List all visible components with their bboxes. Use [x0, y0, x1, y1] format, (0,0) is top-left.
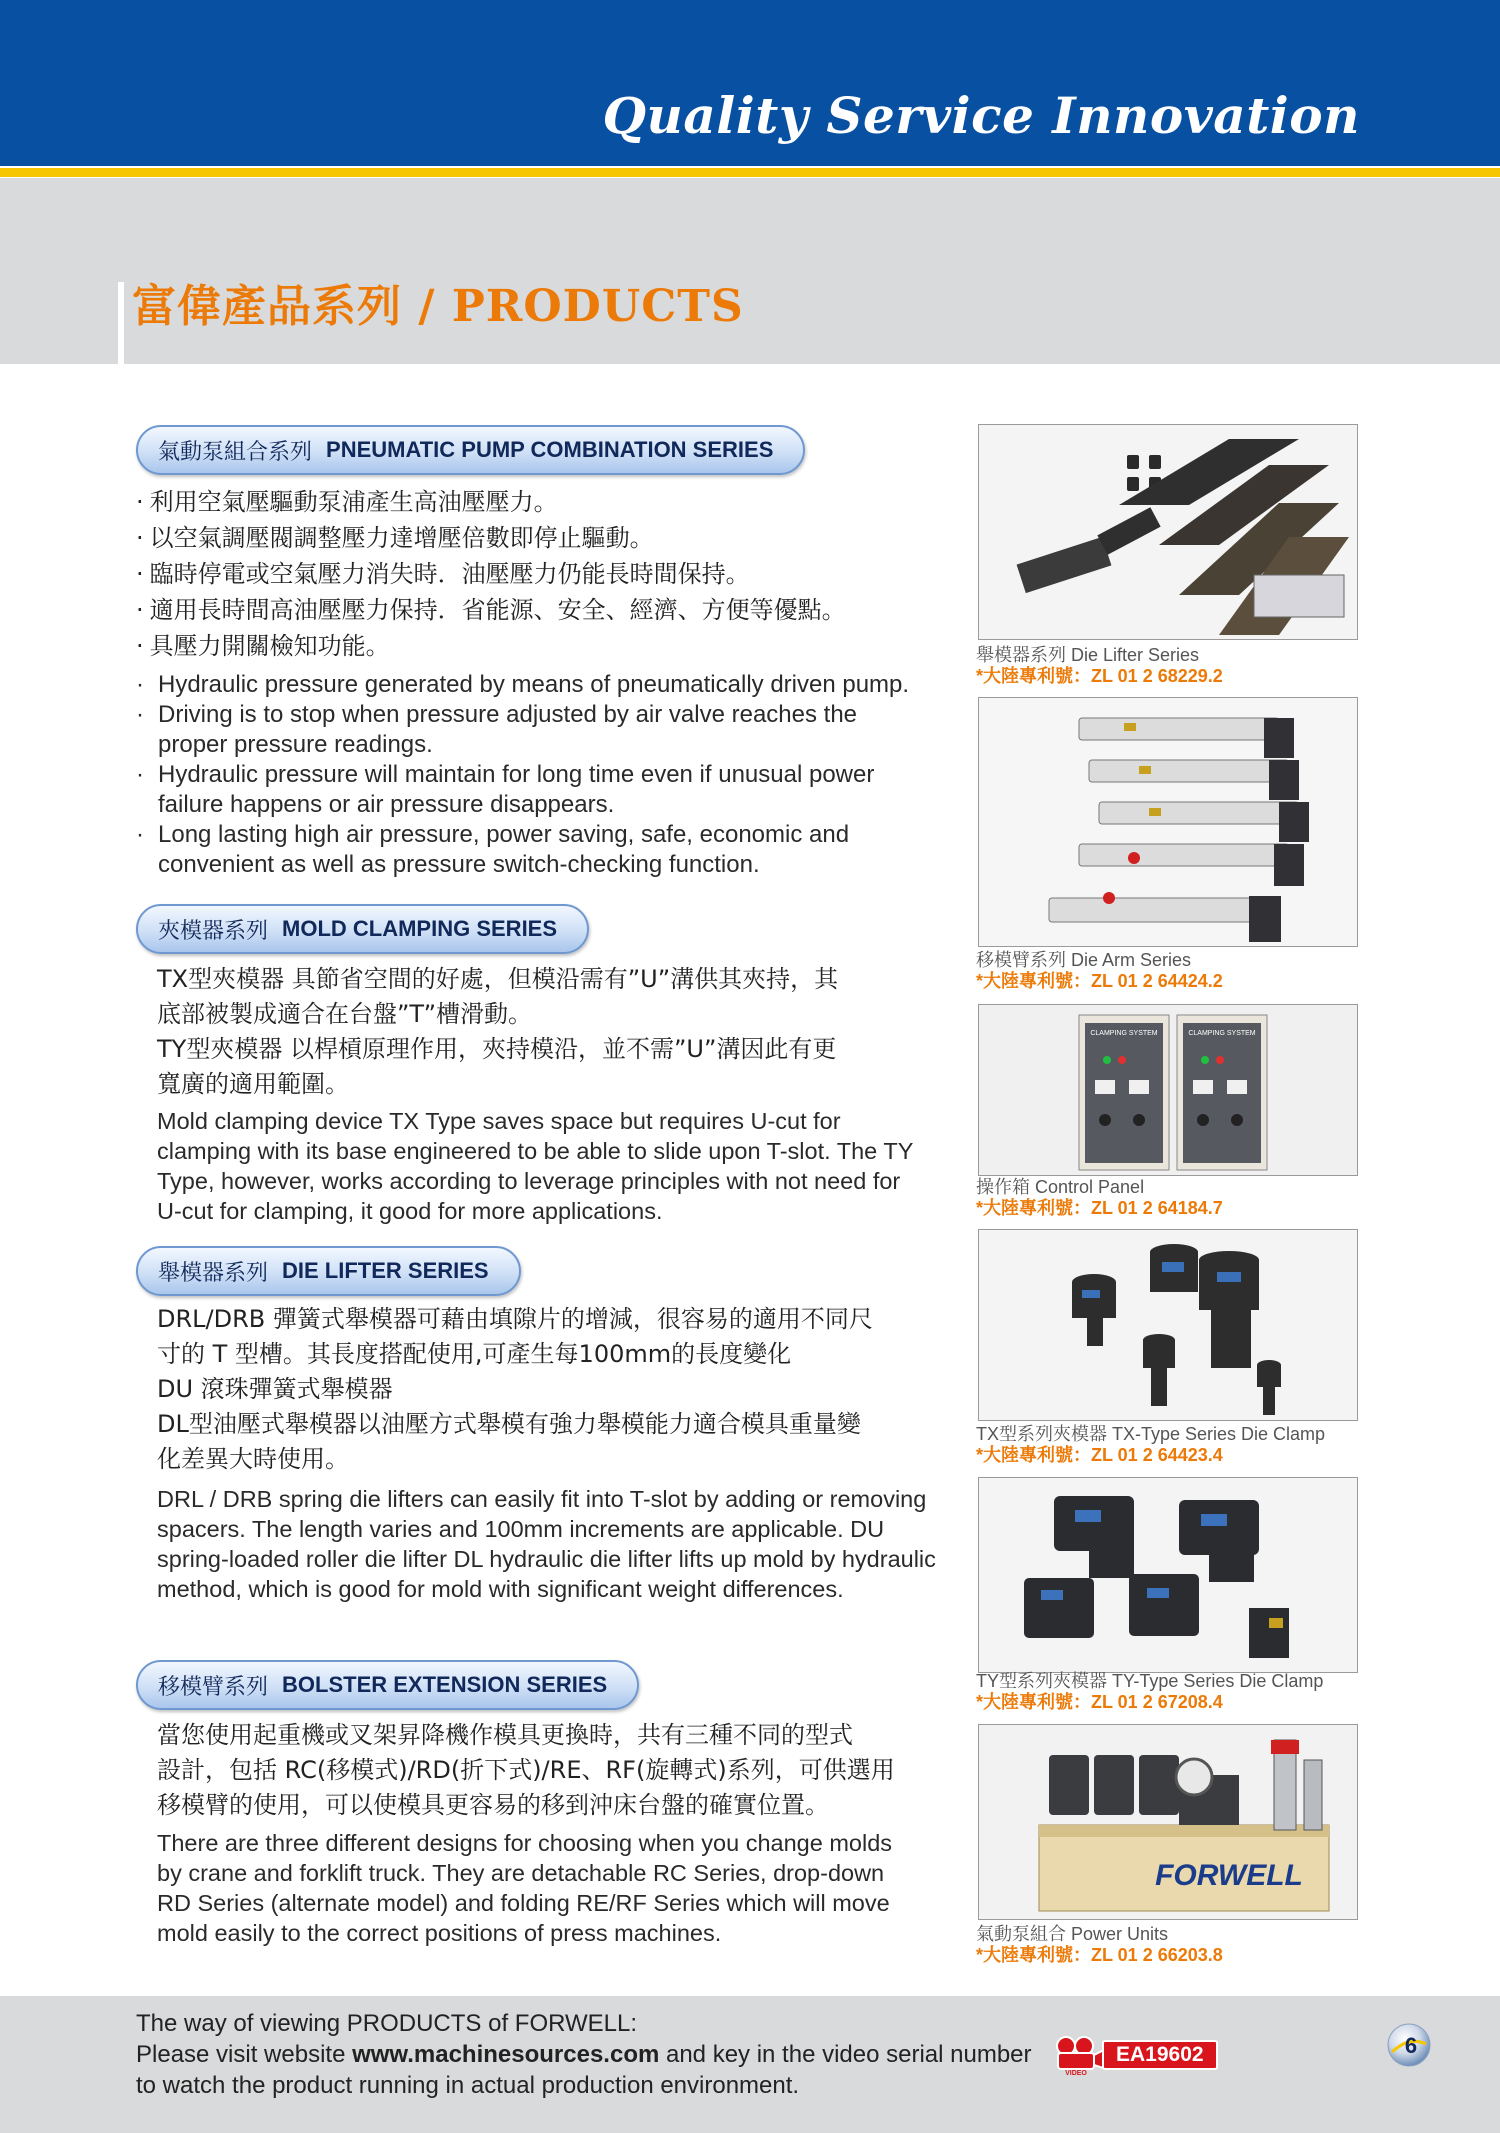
caption-text: 操作箱 Control Panel — [976, 1177, 1145, 1197]
patent-number: *大陸專利號：ZL 01 2 68229.2 — [976, 666, 1223, 686]
section-heading-lifter — [136, 1246, 521, 1296]
list-item: · 利用空氣壓驅動泵浦產生高油壓壓力。 — [136, 484, 846, 520]
video-badge[interactable] — [1052, 2035, 1218, 2075]
paragraph: DRL/DRB 彈簧式舉模器可藉由填隙片的增減，很容易的適用不同尺 寸的 T 型槽。其長度搭配使用,可產生每100mm的長度變化 — [157, 1305, 873, 1368]
lifter-zh-text — [157, 1302, 917, 1477]
photo-control-panel — [978, 1004, 1358, 1176]
section-zh-title: 夾模器系列 — [158, 918, 269, 944]
list-item: · 適用長時間高油壓壓力保持．省能源、安全、經濟、方便等優點。 — [136, 592, 846, 628]
tagline: Quality Service Innovation — [602, 86, 1360, 145]
section-en-title: DIE LIFTER SERIES — [282, 1258, 489, 1283]
forwell-logo: FORWELL — [1155, 1859, 1303, 1892]
footer-line-1: The way of viewing PRODUCTS of FORWELL: — [136, 2010, 638, 2037]
video-camera-icon — [1052, 2035, 1108, 2075]
header-accent-line — [0, 168, 1500, 177]
photo-power-units — [978, 1724, 1358, 1920]
website-link[interactable]: www.machinesources.com — [352, 2041, 660, 2068]
list-item: · Long lasting high air pressure, power saving, safe, economic and convenient as well as pressure switch-checking function. — [136, 820, 916, 880]
patent-number: *大陸專利號：ZL 01 2 64184.7 — [976, 1198, 1223, 1218]
section-en-title: BOLSTER EXTENSION SERIES — [282, 1672, 608, 1697]
footer-line-2-suffix: and key in the video serial number — [659, 2041, 1032, 2068]
section-heading-bolster — [136, 1660, 639, 1710]
page-number: 6 — [1404, 2033, 1418, 2058]
caption-text: 移模臂系列 Die Arm Series — [976, 950, 1192, 970]
photo-caption-tx-clamp — [976, 1424, 1376, 1466]
list-item: · 以空氣調壓閥調整壓力達增壓倍數即停止驅動。 — [136, 520, 846, 556]
section-zh-title: 氣動泵組合系列 — [158, 439, 313, 465]
patent-number: *大陸專利號：ZL 01 2 67208.4 — [976, 1692, 1223, 1712]
pump-en-bullets — [136, 670, 916, 880]
page-number-badge — [1386, 2022, 1432, 2068]
list-item: · 臨時停電或空氣壓力消失時．油壓壓力仍能長時間保持。 — [136, 556, 846, 592]
video-label: VIDEO — [1065, 2070, 1087, 2075]
patent-number: *大陸專利號：ZL 01 2 64424.2 — [976, 971, 1223, 991]
paragraph: TY型夾模器 以桿槓原理作用，夾持模沿，並不需”U”溝因此有更 寬廣的適用範圍。 — [157, 1035, 837, 1098]
caption-text: 氣動泵組合 Power Units — [976, 1924, 1169, 1944]
section-zh-title: 舉模器系列 — [158, 1260, 269, 1286]
footer-text — [136, 2008, 1032, 2101]
list-item: · Hydraulic pressure will maintain for long time even if unusual power failure happens or air pressure disappears. — [136, 760, 916, 820]
clamp-zh-text — [157, 962, 917, 1102]
bolster-zh-text — [157, 1718, 917, 1823]
photo-caption-ty-clamp — [976, 1671, 1376, 1713]
section-zh-title: 移模臂系列 — [158, 1674, 269, 1700]
bolster-en-text: There are three different designs for choosing when you change molds by crane and forklift truck. They are detachable RC Series, drop-down RD Series (alternate model) and folding RE/RF Series which will move mold easily to the correct positions of press machines. — [157, 1830, 893, 1946]
panel-label-left: CLAMPING SYSTEM — [1090, 1030, 1158, 1037]
photo-die-lifter — [978, 424, 1358, 640]
patent-number: *大陸專利號：ZL 01 2 64423.4 — [976, 1445, 1223, 1465]
paragraph: DL型油壓式舉模器以油壓方式舉模有強力舉模能力適合模具重量變 化差異大時使用。 — [157, 1410, 861, 1473]
paragraph: 當您使用起重機或叉架昇降機作模具更換時，共有三種不同的型式 設計，包括 RC(移模式)/RD(折下式)/RE、RF(旋轉式)系列，可供選用 移模臂的使用，可以使模具更容易的移到沖床台盤的確實位置。 — [157, 1721, 895, 1819]
paragraph: TX型夾模器 具節省空間的好處，但模沿需有”U”溝供其夾持，其 底部被製成適合在台盤”T”槽滑動。 — [157, 965, 839, 1028]
caption-text: TX型系列夾模器 TX-Type Series Die Clamp — [976, 1424, 1326, 1444]
footer-line-3: to watch the product running in actual production environment. — [136, 2072, 800, 2099]
photo-tx-clamp — [978, 1229, 1358, 1421]
photo-ty-clamp — [978, 1477, 1358, 1673]
photo-caption-die-arm — [976, 950, 1376, 992]
pump-zh-bullets — [136, 484, 846, 664]
title-marker — [118, 282, 124, 364]
lifter-en-text: DRL / DRB spring die lifters can easily fit into T-slot by adding or removing spacers. The length varies and 100mm increments are applicable. DU spring-loaded roller die lifter DL hydraulic die lifter lifts up mold by hydraulic method, which is good for mold with significant weight differences. — [157, 1486, 936, 1602]
list-item: · Hydraulic pressure generated by means of pneumatically driven pump. — [136, 670, 916, 700]
patent-number: *大陸專利號：ZL 01 2 66203.8 — [976, 1945, 1223, 1965]
list-item: · Driving is to stop when pressure adjusted by air valve reaches the proper pressure readings. — [136, 700, 916, 760]
page-title: 富偉產品系列 / PRODUCTS — [132, 281, 744, 332]
list-item: · 具壓力開關檢知功能。 — [136, 628, 846, 664]
section-heading-clamp — [136, 904, 589, 954]
photo-caption-power-units — [976, 1924, 1376, 1966]
panel-label-right: CLAMPING SYSTEM — [1188, 1030, 1256, 1037]
footer-line-2 — [136, 2039, 1032, 2070]
video-serial-code: EA19602 — [1102, 2040, 1218, 2070]
caption-text: 舉模器系列 Die Lifter Series — [976, 645, 1200, 665]
photo-die-arm — [978, 697, 1358, 947]
clamp-en-text: Mold clamping device TX Type saves space but requires U-cut for clamping with its base engineered to be able to slide upon T-slot. The TY Type, however, works according to leverage principles with not need for U-cut for clamping, it good for more applications. — [157, 1108, 913, 1224]
section-en-title: MOLD CLAMPING SERIES — [282, 916, 558, 941]
caption-text: TY型系列夾模器 TY-Type Series Die Clamp — [976, 1671, 1324, 1691]
section-heading-pump — [136, 425, 805, 475]
footer-line-2-text: Please visit website — [136, 2041, 353, 2068]
photo-caption-die-lifter — [976, 645, 1376, 687]
photo-caption-control-panel — [976, 1177, 1376, 1219]
section-en-title: PNEUMATIC PUMP COMBINATION SERIES — [326, 437, 774, 462]
paragraph: DU 滾珠彈簧式舉模器 — [157, 1375, 393, 1403]
